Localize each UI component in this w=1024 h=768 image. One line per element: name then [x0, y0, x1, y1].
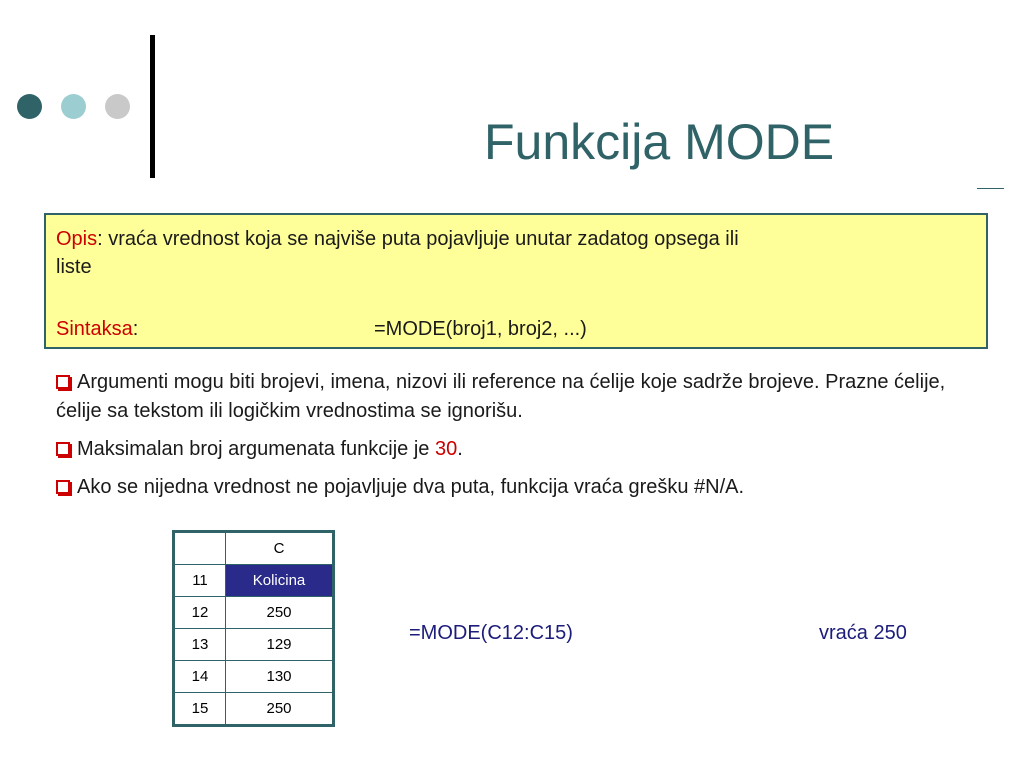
checkbox-bullet-icon: [56, 375, 70, 389]
row-number: 13: [174, 629, 226, 661]
syntax-value: =MODE(broj1, broj2, ...): [374, 318, 587, 340]
bullet-item: [56, 473, 956, 502]
bullet-text-prefix: Maksimalan broj argumenata funkcije je: [77, 438, 435, 460]
decor-dot-gray: [105, 94, 130, 119]
row-number: 11: [174, 565, 226, 597]
table-row: [174, 565, 334, 597]
spreadsheet-table: [172, 530, 335, 727]
example-result: vraća 250: [819, 622, 907, 644]
checkbox-bullet-icon: [56, 480, 70, 494]
sintaksa-line: [56, 315, 956, 343]
example-formula: =MODE(C12:C15): [409, 622, 573, 644]
decor-vertical-bar: [150, 35, 155, 178]
bullet-text: Ako se nijedna vrednost ne pojavljuje dva puta, funkcija vraća grešku #N/A.: [77, 476, 745, 498]
table-row: [174, 661, 334, 693]
opis-colon: :: [97, 228, 103, 250]
corner-cell: [174, 532, 226, 565]
bullet-item: [56, 435, 956, 464]
cell-value: 129: [226, 629, 334, 661]
opis-line: [56, 225, 739, 253]
slide-title: Funkcija MODE: [484, 114, 835, 170]
table-row: [174, 597, 334, 629]
bullet-text: Argumenti mogu biti brojevi, imena, nizovi ili reference na ćelije koje sadrže brojeve. Prazne ćelije, ćelije sa tekstom ili logičkim vrednostima se ignorišu.: [56, 371, 946, 422]
opis-label: Opis: [56, 228, 98, 250]
bullet-text-suffix: .: [457, 438, 463, 460]
row-number: 12: [174, 597, 226, 629]
max-arguments-number: 30: [434, 438, 458, 460]
bullet-item: [56, 368, 956, 426]
table-header-row: [174, 532, 334, 565]
opis-text-line1: vraća vrednost koja se najviše puta pojavljuje unutar zadatog opsega ili: [102, 228, 739, 250]
checkbox-bullet-icon: [56, 442, 70, 456]
column-header-c: C: [226, 532, 334, 565]
sintaksa-label: Sintaksa: [56, 318, 133, 340]
cell-value: 250: [226, 597, 334, 629]
table-row: [174, 693, 334, 726]
cell-value: 250: [226, 693, 334, 726]
sintaksa-colon: :: [132, 318, 139, 340]
decor-dot-dark: [17, 94, 42, 119]
bullet-list: [56, 368, 956, 511]
cell-value-selected: Kolicina: [226, 565, 334, 597]
table-row: [174, 629, 334, 661]
cell-value: 130: [226, 661, 334, 693]
row-number: 14: [174, 661, 226, 693]
title-underline: [977, 188, 1004, 189]
decor-dot-light: [61, 94, 86, 119]
description-box: [44, 213, 988, 349]
row-number: 15: [174, 693, 226, 726]
opis-text-line2: liste: [56, 256, 92, 278]
